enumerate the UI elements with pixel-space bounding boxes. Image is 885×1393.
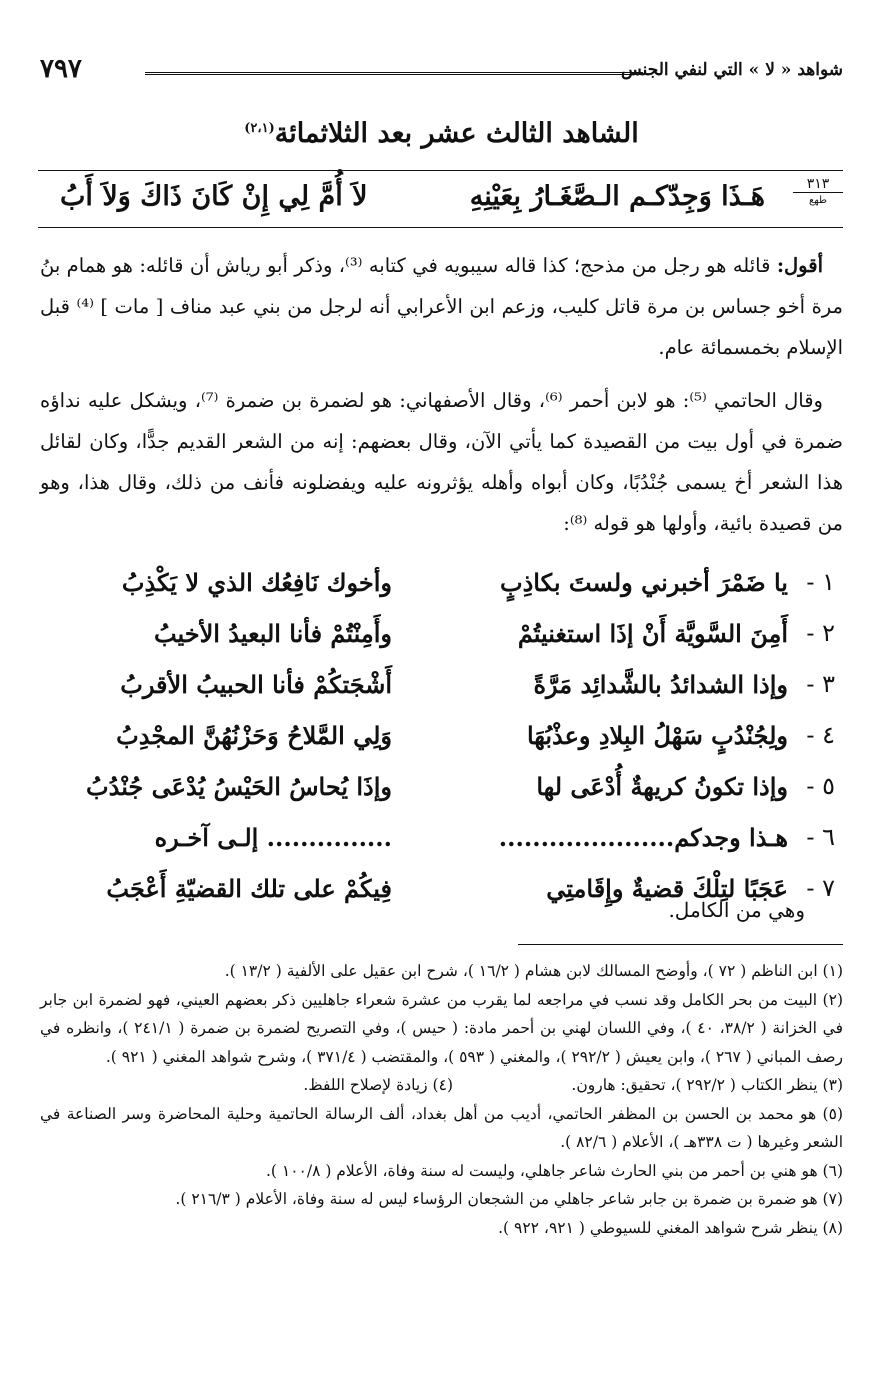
verse-number-value: ٣١٣ [793, 177, 843, 193]
paragraph-attribution [40, 245, 843, 368]
poem-hemistich-2: وإذَا يُحاسُ الحَيْسُ يُدْعَى جُنْدُبُ [86, 772, 392, 801]
poem-hemistich-1: وإذا تكونُ كريهةٌ أُدْعَى لها [536, 772, 788, 801]
poem-line-number: ٧ - [806, 874, 835, 902]
poem-hemistich-1: وإذا الشدائدُ بالشَّدائِد مَرَّةً [533, 670, 788, 699]
poem [40, 560, 843, 917]
poem-hemistich-2: وأخوك نَافِعُك الذي لا يَكْذِبُ [121, 568, 392, 597]
verse-number [793, 177, 843, 208]
poem-hemistich-2: وَلِي المَّلاحُ وَحَزْنُهُنَّ المجْدِبُ [116, 721, 392, 750]
poem-hemistich-1: ولِجُنْدُبٍ سَهْلُ البِلادِ وعذْبُهَا [526, 721, 788, 750]
footnote-2: (٢) البيت من بحر الكامل وقد نسب في مراجعه لما يقرب من عشرة شعراء جاهليين ذكر بعضهم العيني، فهو لضمرة ابن جابر في الخزانة ( ٣٨/٢، ٤٠ )، وفي اللسان لهني بن أحمر مادة: ( حيس )، وفي التصريح لضمرة بن ضمرة ( ٢٤١/١ )، وانظره في رصف المباني ( ٢٦٧ )، وابن يعيش ( ٢٩٢/٢ )، والمغني ( ٥٩٣ )، والمقتضب ( ٣٧١/٤ )، وشرح شواهد المغني ( ٩٢١ ). [40, 990, 843, 1066]
poem-hemistich-2: ............... إلـى آخـره [154, 823, 392, 852]
heading-note-ref: (٢،١) [244, 121, 275, 136]
section-heading [40, 118, 843, 149]
cited-verse-box [38, 170, 843, 228]
poem-hemistich-2: وأَمِنْتُمْ فأنا البعيدُ الأخيبُ [153, 619, 392, 648]
poem-hemistich-1: يا ضَمْرَ أخبرني ولستَ بكاذِبٍ [500, 568, 788, 597]
running-header [40, 54, 843, 90]
footnote-6: (٦) هو هني بن أحمر من بني الحارث شاعر جاهلي، وليست له سنة وفاة، الأعلام ( ١٠٠/٨ ). [265, 1161, 843, 1180]
poem-hemistich-1: هـذا وجدكم..................... [498, 823, 788, 852]
poem-line [40, 815, 843, 866]
poem-line [40, 662, 843, 713]
verse-hemistich-2: لاَ أُمَّ لِي إِنْ كَانَ ذَاكَ وَلاَ أَبُ [60, 181, 368, 212]
running-title: شواهد « لا » التي لنفي الجنس [620, 60, 843, 80]
poem-line [40, 713, 843, 764]
verse-hemistich-1: هَـذَا وَجِدّكـم الـصَّغَـارُ بِعَيْنِهِ [469, 181, 765, 212]
header-rule [145, 72, 643, 78]
footnote-3-4 [40, 1071, 843, 1100]
poem-hemistich-1: عَجَبًا لتِلْكَ قضيةٌ وإِقَامتِي [546, 874, 788, 903]
heading-title: الشاهد الثالث عشر بعد الثلاثمائة [274, 118, 639, 149]
poem-line [40, 764, 843, 815]
poem-line-number: ٢ - [806, 619, 835, 647]
page-number: ٧٩٧ [40, 54, 82, 84]
footnote-8: (٨) ينظر شرح شواهد المغني للسيوطي ( ٩٢١، ٩٢٢ ). [498, 1218, 843, 1237]
footnote-4: (٤) زيادة لإصلاح اللفظ. [303, 1076, 453, 1094]
footnote-1: (١) ابن الناظم ( ٧٢ )، وأوضح المسالك لابن هشام ( ١٦/٢ )، شرح ابن عقيل على الألفية ( ١٣/٢ ). [224, 962, 843, 980]
poem-line-number: ٥ - [806, 772, 835, 800]
footnote-7: (٧) هو ضمرة بن ضمرة بن جابر شاعر جاهلي من الشجعان الرؤساء ليس له سنة وفاة، الأعلام ( ٢١٦/٣ ). [175, 1190, 843, 1208]
poem-line [40, 611, 843, 662]
poem-hemistich-1: أَمِنَ السَّويَّة أَنْ إذَا استغنيتُمْ [517, 619, 788, 648]
footnote-rule [518, 944, 843, 945]
paragraph-lead: أقول: [776, 254, 823, 277]
poem-line-number: ٦ - [806, 823, 835, 851]
poem-line-number: ٣ - [806, 670, 835, 698]
footnote-3: (٣) ينظر الكتاب ( ٢٩٢/٢ )، تحقيق: هارون. [571, 1076, 843, 1094]
poem-line-number: ١ - [806, 568, 835, 596]
footnote-5: (٥) هو محمد بن الحسن بن المظفر الحاتمي، أديب من أهل بغداد، ألف الرسالة الحاتمية وحلية المحاضرة وسر الصناعة في الشعر وغيرها ( ت ٣٣٨هـ )، الأعلام ( ٨٢/٦ ). [40, 1104, 843, 1151]
paragraph-hatimi: وقال الحاتمي ⁽⁵⁾: هو لابن أحمر ⁽⁶⁾، وقال الأصفهاني: هو لضمرة بن ضمرة ⁽⁷⁾، ويشكل عليه نداؤه ضمرة في أول بيت من القصيدة كما يأتي الآن، وقال بعضهم: إنه من الشعر القديم جدًّا، وكان لقائل هذا الشعر أخ يسمى جُنْدُبًا، وكان أبواه وأهله يؤثرونه عليه ويفضلونه فأنف من ذلك، وقال هذا، وهو من قصيدة بائية، وأولها هو قوله ⁽⁸⁾: [40, 389, 843, 535]
verse-number-sub: طهع [809, 195, 827, 206]
poem-meter: وهي من الكامل. [668, 898, 805, 922]
poem-hemistich-2: أَشْجَتكُمْ فأنا الحبيبُ الأقربُ [120, 670, 392, 699]
poem-hemistich-2: فِيكُمْ على تلك القضيّةِ أَعْجَبُ [106, 874, 392, 903]
poem-line-number: ٤ - [806, 721, 835, 749]
footnotes [40, 957, 843, 1242]
paragraph-text: قائله هو رجل من مذحج؛ كذا قاله سيبويه في كتابه ⁽³⁾، وذكر أبو رياش أن قائله: هو همام بنُ مرة أخو جساس بن مرة قاتل كليب، وزعم ابن الأعرابي أنه لرجل من بني عبد مناف [ مات ] ⁽⁴⁾ قبل الإسلام بخمسمائة عام. [40, 254, 843, 359]
poem-line [40, 560, 843, 611]
